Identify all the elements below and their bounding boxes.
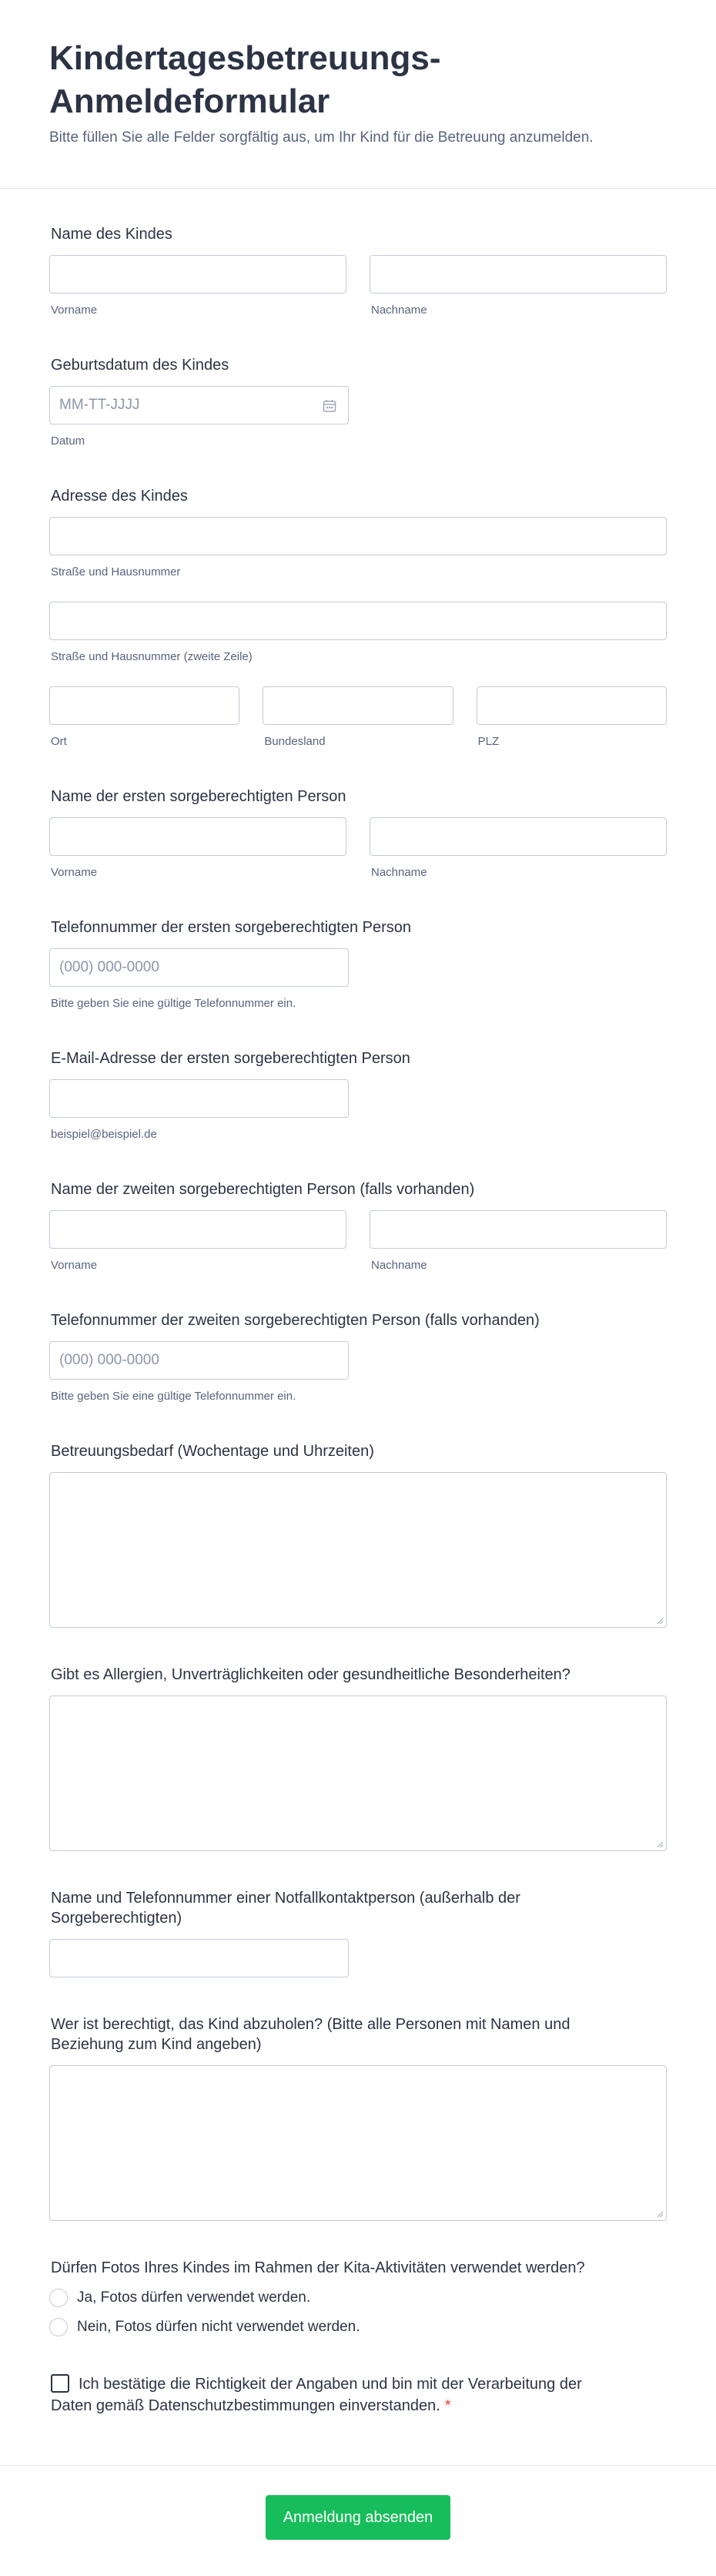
child-name-field [49,224,667,318]
street-line1-input[interactable] [49,517,667,555]
care-needs-label: Betreuungsbedarf (Wochentage und Uhrzeiten) [51,1443,374,1460]
allergies-label: Gibt es Allergien, Unverträglichkeiten oder gesundheitliche Besonderheiten? [51,1666,570,1683]
guardian1-phone-label: Telefonnummer der ersten sorgeberechtigten Person [51,919,412,936]
required-marker: * [444,2397,451,2414]
child-last-name-sublabel: Nachname [371,304,427,317]
birthdate-placeholder: MM-TT-JJJJ [59,397,140,413]
birthdate-label: Geburtsdatum des Kindes [51,357,229,374]
guardian2-phone-sublabel: Bitte geben Sie eine gültige Telefonnummer ein. [51,1390,296,1403]
street-line2-sublabel: Straße und Hausnummer (zweite Zeile) [51,650,253,663]
child-first-name-input[interactable] [49,255,346,293]
submit-button[interactable]: Anmeldung absenden [266,2495,450,2540]
guardian1-phone-input[interactable] [49,948,349,987]
birthdate-sublabel: Datum [51,434,85,448]
allergies-field [49,1665,667,1851]
calendar-icon[interactable] [322,398,337,414]
street-line1-sublabel: Straße und Hausnummer [51,565,181,579]
consent-field [49,2373,667,2417]
guardian2-first-name-sublabel: Vorname [51,1259,98,1272]
state-input[interactable] [263,686,453,725]
address-label: Adresse des Kindes [51,488,188,505]
guardian1-first-name-input[interactable] [49,817,346,856]
guardian2-phone-label: Telefonnummer der zweiten sorgeberechtigten Person (falls vorhanden) [51,1312,540,1329]
guardian2-phone-field [49,1310,667,1404]
photos-label: Dürfen Fotos Ihres Kindes im Rahmen der Kita-Aktivitäten verwendet werden? [51,2259,585,2276]
guardian2-name-field [49,1179,667,1273]
photos-field [49,2258,667,2336]
pickup-label: Wer ist berechtigt, das Kind abzuholen? (Bitte alle Personen mit Namen und Beziehung zum Kind angeben) [51,2016,570,2053]
guardian1-phone-placeholder: (000) 000-0000 [59,959,159,975]
zip-input[interactable] [477,686,667,725]
radio-button[interactable] [49,2289,68,2307]
guardian1-phone-sublabel: Bitte geben Sie eine gültige Telefonnummer ein. [51,997,296,1010]
form-footer [0,2465,716,2576]
city-input[interactable] [49,686,239,725]
guardian2-first-name-input[interactable] [49,1210,346,1249]
guardian2-phone-placeholder: (000) 000-0000 [59,1352,159,1368]
resize-handle-icon[interactable] [656,2210,664,2218]
guardian1-email-input[interactable] [49,1079,349,1118]
child-name-label: Name des Kindes [51,226,172,243]
guardian1-last-name-input[interactable] [370,817,667,856]
child-first-name-sublabel: Vorname [51,304,98,317]
guardian2-last-name-input[interactable] [370,1210,667,1249]
pickup-field [49,2014,667,2221]
emergency-contact-field [49,1888,667,1977]
address-field [49,486,667,750]
consent-checkbox[interactable] [51,2374,69,2393]
state-sublabel: Bundesland [264,735,326,748]
street-line2-input[interactable] [49,602,667,640]
form-subtitle: Bitte füllen Sie alle Felder sorgfältig aus, um Ihr Kind für die Betreuung anzumelden. [49,129,594,146]
guardian1-name-field [49,787,667,880]
birthdate-input[interactable] [49,386,349,424]
guardian1-last-name-sublabel: Nachname [371,866,427,879]
guardian1-email-field [49,1048,667,1142]
pickup-textarea[interactable] [49,2065,667,2221]
form-body [0,224,716,2417]
guardian2-last-name-sublabel: Nachname [371,1259,427,1272]
emergency-contact-input[interactable] [49,1939,349,1977]
consent-label: Ich bestätige die Richtigkeit der Angaben und bin mit der Verarbeitung der Daten gemäß Datenschutzbestimmungen einverstanden. [51,2376,582,2414]
photos-option-yes[interactable] [49,2289,667,2307]
zip-sublabel: PLZ [477,735,500,748]
emergency-contact-label: Name und Telefonnummer einer Notfallkontaktperson (außerhalb der Sorgeberechtigten) [51,1890,520,1927]
guardian2-phone-input[interactable] [49,1341,349,1380]
resize-handle-icon[interactable] [656,1840,664,1848]
resize-handle-icon[interactable] [656,1617,664,1625]
photos-option-no-label: Nein, Fotos dürfen nicht verwendet werden. [77,2319,360,2335]
allergies-textarea[interactable] [49,1696,667,1851]
care-needs-textarea[interactable] [49,1472,667,1628]
form-header [0,0,716,189]
child-last-name-input[interactable] [370,255,667,293]
radio-button[interactable] [49,2318,68,2336]
guardian1-name-label: Name der ersten sorgeberechtigten Person [51,788,346,805]
city-sublabel: Ort [51,735,67,748]
guardian1-email-sublabel: beispiel@beispiel.de [51,1128,157,1141]
photos-option-no[interactable] [49,2318,667,2336]
care-needs-field [49,1441,667,1628]
photos-option-yes-label: Ja, Fotos dürfen verwendet werden. [77,2289,311,2306]
guardian1-first-name-sublabel: Vorname [51,866,98,879]
form-title: Kindertagesbetreuungs-Anmeldeformular [49,39,441,120]
guardian2-name-label: Name der zweiten sorgeberechtigten Person (falls vorhanden) [51,1181,475,1198]
guardian1-phone-field [49,917,667,1011]
birthdate-field [49,355,667,449]
guardian1-email-label: E-Mail-Adresse der ersten sorgeberechtigten Person [51,1050,410,1067]
